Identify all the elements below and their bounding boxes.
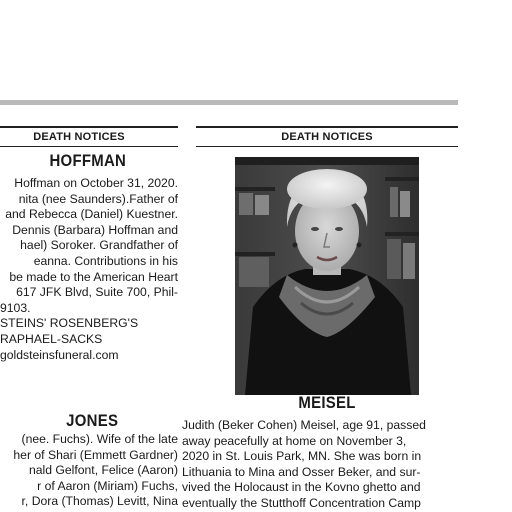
meisel-line: vived the Holocaust in the Kovno ghetto and [182,480,421,495]
jones-line: (nee. Fuchs). Wife of the late [21,432,178,446]
meisel-line: Lithuania to Mina and Osser Beker, and sur- [182,464,421,479]
jones-line: her of Shari (Emmett Gardner) [13,447,178,462]
meisel-notice-text [182,418,458,512]
portrait-photo [235,157,419,395]
hoffman-line: eanna. Contributions in his [33,253,178,268]
hoffman-line: 9103. [0,300,31,315]
funeral-home-line: RAPHAEL-SACKS [0,331,103,346]
hoffman-line: 617 JFK Blvd, Suite 700, Phil- [16,285,178,300]
funeral-home-website: goldsteinsfuneral.com [0,347,119,362]
jones-notice [0,412,178,430]
jones-line: r of Aaron (Miriam) Fuchs, [37,478,178,493]
right-section-header: DEATH NOTICES [196,126,458,147]
hoffman-line: nita (nee Saunders).Father of [18,191,178,206]
meisel-name: MEISEL [298,393,356,412]
jones-notice-text [0,432,178,510]
meisel-line: Judith (Beker Cohen) Meisel, age 91, passed [182,418,426,432]
funeral-home-line: STEINS' ROSENBERG'S [0,316,139,331]
meisel-line: away peacefully at home on November 3, [182,433,407,448]
hoffman-name: HOFFMAN [49,151,127,170]
hoffman-line: Hoffman on October 31, 2020. [14,176,178,190]
jones-name: JONES [66,411,119,430]
right-column [196,126,458,152]
meisel-line: eventually the Stutthoff Concentration Camp [182,495,421,510]
left-column [0,126,178,170]
meisel-line: 2020 in St. Louis Park, MN. She was born in [182,449,422,464]
hoffman-line: hael) Soroker. Grandfather of [20,238,178,253]
left-section-header: DEATH NOTICES [0,126,178,147]
portrait-illustration [235,157,419,395]
top-divider-rule [0,100,458,105]
hoffman-line: and Rebecca (Daniel) Kuestner. [5,207,178,222]
hoffman-line: Dennis (Barbara) Hoffman and [12,222,178,237]
hoffman-notice-text [0,176,178,363]
jones-line: r, Dora (Thomas) Levitt, Nina [21,494,178,509]
jones-line: nald Gelfont, Felice (Aaron) [28,463,178,478]
hoffman-line: be made to the American Heart [9,269,178,284]
